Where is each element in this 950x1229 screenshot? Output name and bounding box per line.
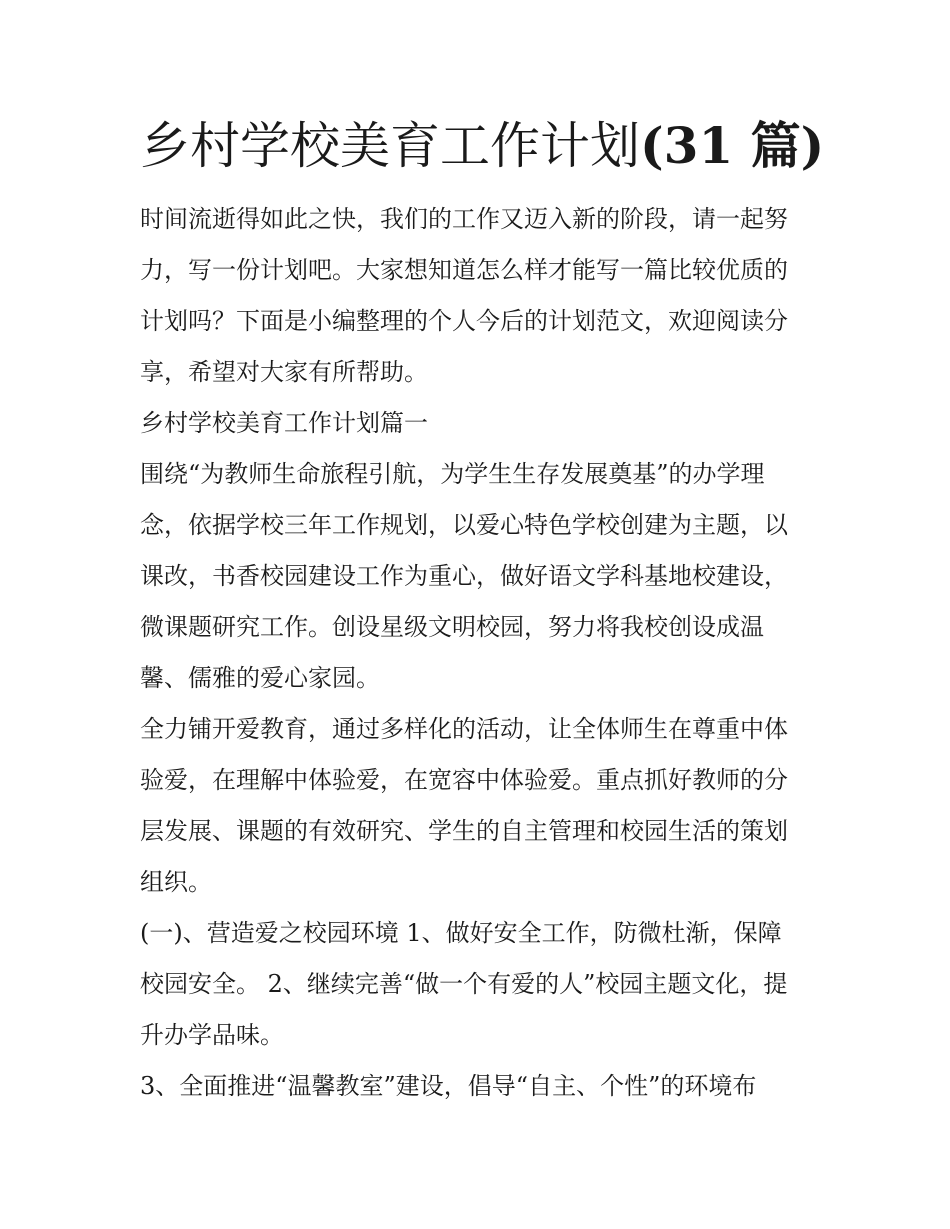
paragraph-classroom bbox=[140, 1061, 820, 1112]
document-title bbox=[140, 112, 825, 180]
paragraph-line: 念，依据学校三年工作规划，以爱心特色学校创建为主题，以 bbox=[140, 511, 788, 539]
paragraph-line: 3、全面推进“温馨教室”建设，倡导“自主、个性”的环境布 bbox=[140, 1072, 757, 1100]
paragraph-line: 乡村学校美育工作计划篇一 bbox=[140, 409, 428, 437]
paragraph-line: 力，写一份计划吧。大家想知道怎么样才能写一篇比较优质的 bbox=[140, 256, 788, 284]
document-page bbox=[140, 112, 825, 1112]
paragraph-line: 验爱，在理解中体验爱，在宽容中体验爱。重点抓好教师的分 bbox=[140, 766, 788, 794]
paragraph-line: 计划吗？下面是小编整理的个人今后的计划范文，欢迎阅读分 bbox=[140, 307, 788, 335]
paragraph-line: 全力铺开爱教育，通过多样化的活动，让全体师生在尊重中体 bbox=[140, 715, 788, 743]
paragraph-environment bbox=[140, 908, 820, 1061]
paragraph-principle bbox=[140, 449, 820, 704]
paragraph-line: 升办学品味。 bbox=[140, 1021, 284, 1049]
document-body bbox=[140, 194, 820, 1112]
paragraph-line: 微课题研究工作。创设星级文明校园，努力将我校创设成温 bbox=[140, 613, 764, 641]
section-heading bbox=[140, 398, 820, 449]
paragraph-intro bbox=[140, 194, 820, 398]
paragraph-line: 课改，书香校园建设工作为重心，做好语文学科基地校建设， bbox=[140, 562, 788, 590]
title-suffix: (31 篇) bbox=[640, 116, 825, 175]
paragraph-line: (一)、营造爱之校园环境 1、做好安全工作，防微杜渐，保障 bbox=[140, 919, 782, 947]
paragraph-line: 层发展、课题的有效研究、学生的自主管理和校园生活的策划 bbox=[140, 817, 788, 845]
paragraph-line: 组织。 bbox=[140, 868, 212, 896]
paragraph-line: 馨、儒雅的爱心家园。 bbox=[140, 664, 380, 692]
title-main: 乡村学校美育工作计划 bbox=[140, 117, 640, 175]
paragraph-line: 围绕“为教师生命旅程引航，为学生生存发展奠基”的办学理 bbox=[140, 460, 765, 488]
paragraph-line: 时间流逝得如此之快，我们的工作又迈入新的阶段，请一起努 bbox=[140, 205, 788, 233]
paragraph-line: 享，希望对大家有所帮助。 bbox=[140, 358, 428, 386]
paragraph-line: 校园安全。 2、继续完善“做一个有爱的人”校园主题文化，提 bbox=[140, 970, 788, 998]
paragraph-goals bbox=[140, 704, 820, 908]
